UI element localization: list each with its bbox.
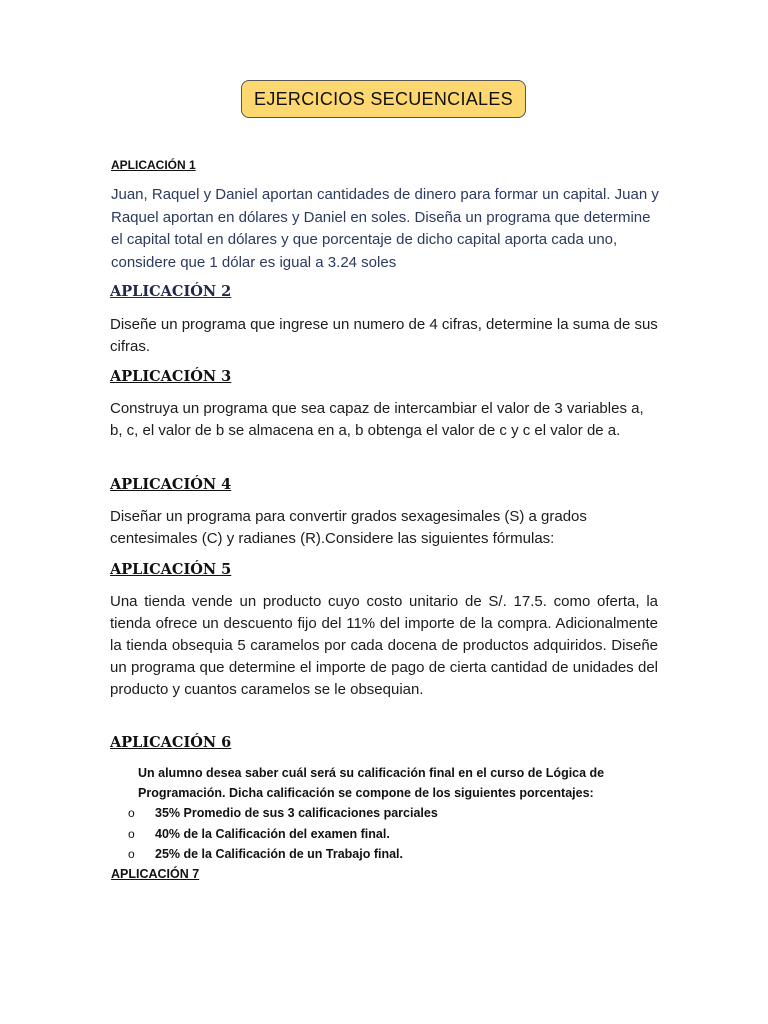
- paragraph-aplicacion-5: Una tienda vende un producto cuyo costo unitario de S/. 17.5. como oferta, la tienda ofrece un descuento fijo del 11% del importe de la compra. Adicionalmente la tienda obsequia 5 caramelos por cada docena de productos adquiridos. Diseñe un programa que determine el importe de pago de cierta cantidad de unidades del producto y cuantos caramelos se le obsequian.: [110, 593, 658, 698]
- heading-aplicacion-6: APLICACIÓN 6: [110, 734, 232, 751]
- heading-aplicacion-1: APLICACIÓN 1: [111, 158, 196, 172]
- document-title: EJERCICIOS SECUENCIALES: [254, 88, 513, 109]
- list-item: [128, 844, 438, 865]
- paragraph-aplicacion-3: Construya un programa que sea capaz de intercambiar el valor de 3 variables a, b, c, el valor de b se almacena en a, b obtenga el valor de c y c el valor de a.: [110, 400, 644, 439]
- bullet-icon: o: [128, 806, 135, 821]
- heading-aplicacion-5: APLICACIÓN 5: [110, 561, 232, 578]
- list-item-text: 25% de la Calificación de un Trabajo final.: [155, 847, 403, 862]
- list-item: [128, 824, 438, 845]
- paragraph-aplicacion-2: Diseñe un programa que ingrese un numero de 4 cifras, determine la suma de sus cifras.: [110, 316, 658, 355]
- heading-aplicacion-3: APLICACIÓN 3: [110, 368, 232, 385]
- paragraph-aplicacion-6: Un alumno desea saber cuál será su calificación final en el curso de Lógica de Programación. Dicha calificación se compone de los siguientes porcentajes:: [138, 766, 605, 800]
- bullet-icon: o: [128, 826, 135, 841]
- list-item-text: 35% Promedio de sus 3 calificaciones parciales: [155, 806, 438, 821]
- heading-aplicacion-7: APLICACIÓN 7: [111, 867, 200, 881]
- paragraph-aplicacion-4: Diseñar un programa para convertir grados sexagesimales (S) a grados centesimales (C) y radianes (R).Considere las siguientes fórmulas:: [110, 508, 587, 547]
- heading-aplicacion-2: APLICACIÓN 2: [110, 283, 232, 300]
- percentage-list: [128, 803, 438, 865]
- heading-aplicacion-4: APLICACIÓN 4: [110, 476, 232, 493]
- list-item-text: 40% de la Calificación del examen final.: [155, 826, 390, 841]
- paragraph-aplicacion-1: Juan, Raquel y Daniel aportan cantidades de dinero para formar un capital. Juan y Raquel aportan en dólares y Daniel en soles. Diseña un programa que determine el capital total en dólares y que porcentaje de dicho capital aporta cada uno, considere que 1 dólar es igual a 3.24 soles: [111, 186, 659, 271]
- title-box: [241, 80, 526, 118]
- bullet-icon: o: [128, 847, 135, 862]
- list-item: [128, 803, 438, 824]
